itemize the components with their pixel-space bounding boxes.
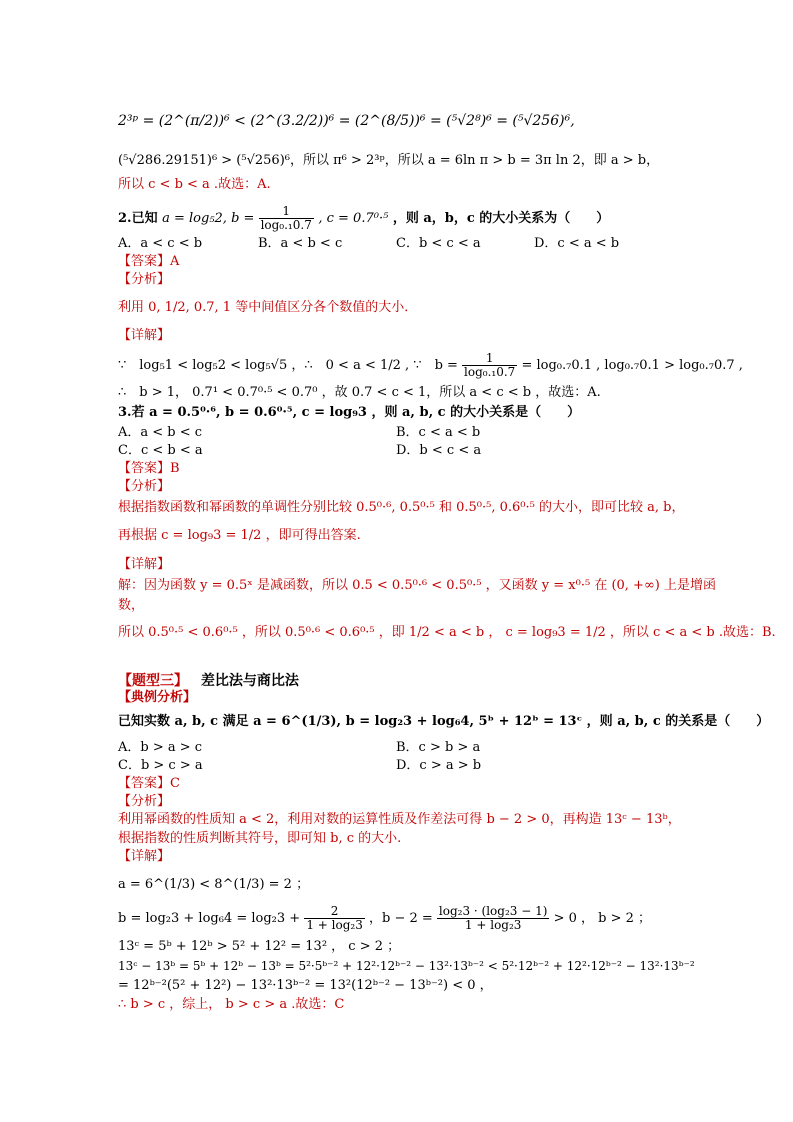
section-title: 差比法与商比法 [200, 673, 299, 689]
q2-detail-line-1 [118, 352, 743, 379]
example-frac2-numerator: log₂3 · (log₂3 − 1) [438, 904, 548, 918]
derivation-line-2: (⁵√286.29151)⁶ > (⁵√256)⁶，所以 π⁶ > 2³ᵖ，所以 a = 6ln π > b = 3π ln 2，即 a > b， [118, 153, 660, 168]
q2-stem-suffix: ，则 a，b，c 的大小关系为（ ） [392, 211, 610, 226]
example-option-d: D．c > a > b [396, 758, 482, 773]
q3-detail-line-3: 所以 0.5⁰·⁵ < 0.6⁰·⁵ ，所以 0.5⁰·⁶ < 0.6⁰·⁵ ，即 1/2 < a < b ， c = log₉3 = 1/2 ，所以 c < a < b .故选：B. [118, 625, 776, 640]
q3-option-b: B．c < a < b [396, 425, 481, 440]
example-analysis-line-1: 利用幂函数的性质知 a < 2，利用对数的运算性质及作差法可得 b − 2 > 0，再构造 13ᶜ − 13ᵇ， [118, 812, 681, 827]
q2-fraction [259, 205, 314, 232]
example-detail-2a: b = log₂3 + log₆4 = log₂3 + [118, 911, 305, 926]
q2-fraction-numerator: 1 [259, 205, 314, 219]
q2-detail-line-2: ∴ b > 1， 0.7¹ < 0.7⁰·⁵ < 0.7⁰ ，故 0.7 < c < 1，所以 a < c < b ，故选：A. [118, 385, 601, 400]
q2-detail-frac-denominator: log₀.₁0.7 [464, 365, 516, 379]
q3-stem: 3.若 a = 0.5⁰·⁶, b = 0.6⁰·⁵, c = log₉3 ，则 a, b, c 的大小关系是（ ） [118, 405, 581, 420]
q2-option-a: A．a < c < b [118, 236, 203, 251]
q3-option-c: C．c < b < a [118, 443, 203, 458]
example-detail-line-5: = 12ᵇ⁻²(5² + 12²) − 13²·13ᵇ⁻² = 13²(12ᵇ⁻² − 13ᵇ⁻²) < 0 ， [118, 978, 493, 993]
q2-stem-prefix: 2.已知 [118, 211, 158, 226]
example-detail-line-3: 13ᶜ = 5ᵇ + 12ᵇ > 5² + 12² = 13² ， c > 2 ； [118, 939, 401, 954]
q2-answer: 【答案】A [118, 254, 180, 269]
q2-detail-1b: = log₀.₇0.1 , log₀.₇0.1 > log₀.₇0.7 , [521, 358, 743, 373]
q2-option-d: D．c < a < b [534, 236, 620, 251]
example-detail-fraction-1 [304, 905, 365, 932]
example-detail-2b: ，b − 2 = [368, 911, 437, 926]
q3-option-d: D．b < c < a [396, 443, 482, 458]
example-analysis-heading: 【分析】 [118, 794, 171, 809]
example-detail-fraction-2 [437, 905, 550, 932]
q3-answer: 【答案】B [118, 461, 180, 476]
example-frac1-numerator: 2 [304, 905, 365, 919]
derivation-line-1: 2³ᵖ = (2^(π/2))⁶ < (2^(3.2/2))⁶ = (2^(8/5))⁶ = (⁵√2⁸)⁶ = (⁵√256)⁶, [118, 113, 575, 129]
q2-fraction-denominator: log₀.₁0.7 [260, 218, 312, 232]
example-detail-line-2 [118, 905, 651, 932]
q2-stem-math-2: , c = 0.7⁰·⁵ [318, 211, 389, 226]
q2-detail-frac-numerator: 1 [462, 352, 517, 366]
example-frac1-denominator: 1 + log₂3 [306, 918, 363, 932]
example-analysis-line-2: 根据指数的性质判断其符号，即可知 b, c 的大小. [118, 831, 402, 846]
section-subheading: 【典例分析】 [118, 690, 197, 705]
q3-analysis-line-2: 再根据 c = log₉3 = 1/2 ，即可得出答案. [118, 528, 361, 543]
example-stem: 已知实数 a, b, c 满足 a = 6^(1/3), b = log₂3 + log₆4, 5ᵇ + 12ᵇ = 13ᶜ ，则 a, b, c 的关系是（ ） [118, 714, 770, 729]
q2-stem [118, 205, 609, 232]
example-detail-2c: > 0 ， b > 2 ； [553, 911, 652, 926]
example-detail-line-1: a = 6^(1/3) < 8^(1/3) = 2 ； [118, 877, 310, 892]
q3-analysis-heading: 【分析】 [118, 479, 171, 494]
example-option-c: C．b > c > a [118, 758, 203, 773]
example-detail-line-4: 13ᶜ − 13ᵇ = 5ᵇ + 12ᵇ − 13ᵇ = 5²·5ᵇ⁻² + 12²·12ᵇ⁻² − 13²·13ᵇ⁻² < 5²·12ᵇ⁻² + 12²·12ᵇ⁻² − 13²·13ᵇ⁻² [118, 959, 695, 973]
q3-analysis-line-1: 根据指数函数和幂函数的单调性分别比较 0.5⁰·⁶, 0.5⁰·⁵ 和 0.5⁰·⁵, 0.6⁰·⁵ 的大小，即可比较 a, b， [118, 500, 685, 515]
example-answer: 【答案】C [118, 776, 180, 791]
section-bracket: 【题型三】 [118, 673, 188, 689]
q2-analysis-heading: 【分析】 [118, 272, 171, 287]
section-heading [118, 670, 299, 690]
example-frac2-denominator: 1 + log₂3 [464, 918, 522, 932]
q2-detail-1a: ∵ log₅1 < log₅2 < log₅√5 ，∴ 0 < a < 1/2 , ∵ b = [118, 358, 463, 373]
example-option-a: A．b > a > c [118, 740, 203, 755]
conclusion-line: 所以 c < b < a .故选：A. [118, 177, 271, 192]
q3-option-a: A．a < b < c [118, 425, 203, 440]
q2-detail-heading: 【详解】 [118, 328, 171, 343]
q2-analysis-text: 利用 0, 1/2, 0.7, 1 等中间值区分各个数值的大小． [118, 300, 418, 315]
q3-detail-line-1: 解：因为函数 y = 0.5ˣ 是减函数，所以 0.5 < 0.5⁰·⁶ < 0.5⁰·⁵ ，又函数 y = x⁰·⁵ 在 (0, +∞) 上是增函 [118, 578, 716, 593]
q2-option-c: C．b < c < a [396, 236, 481, 251]
q2-detail-fraction [462, 352, 517, 379]
q3-detail-line-2: 数， [118, 598, 145, 613]
example-option-b: B．c > b > a [396, 740, 481, 755]
example-detail-heading: 【详解】 [118, 849, 171, 864]
example-conclusion: ∴ b > c ，综上， b > c > a .故选：C [118, 997, 345, 1012]
q2-stem-math: a = log₅2, b = [162, 211, 259, 226]
q3-detail-heading: 【详解】 [118, 557, 171, 572]
q2-option-b: B．a < b < c [258, 236, 343, 251]
